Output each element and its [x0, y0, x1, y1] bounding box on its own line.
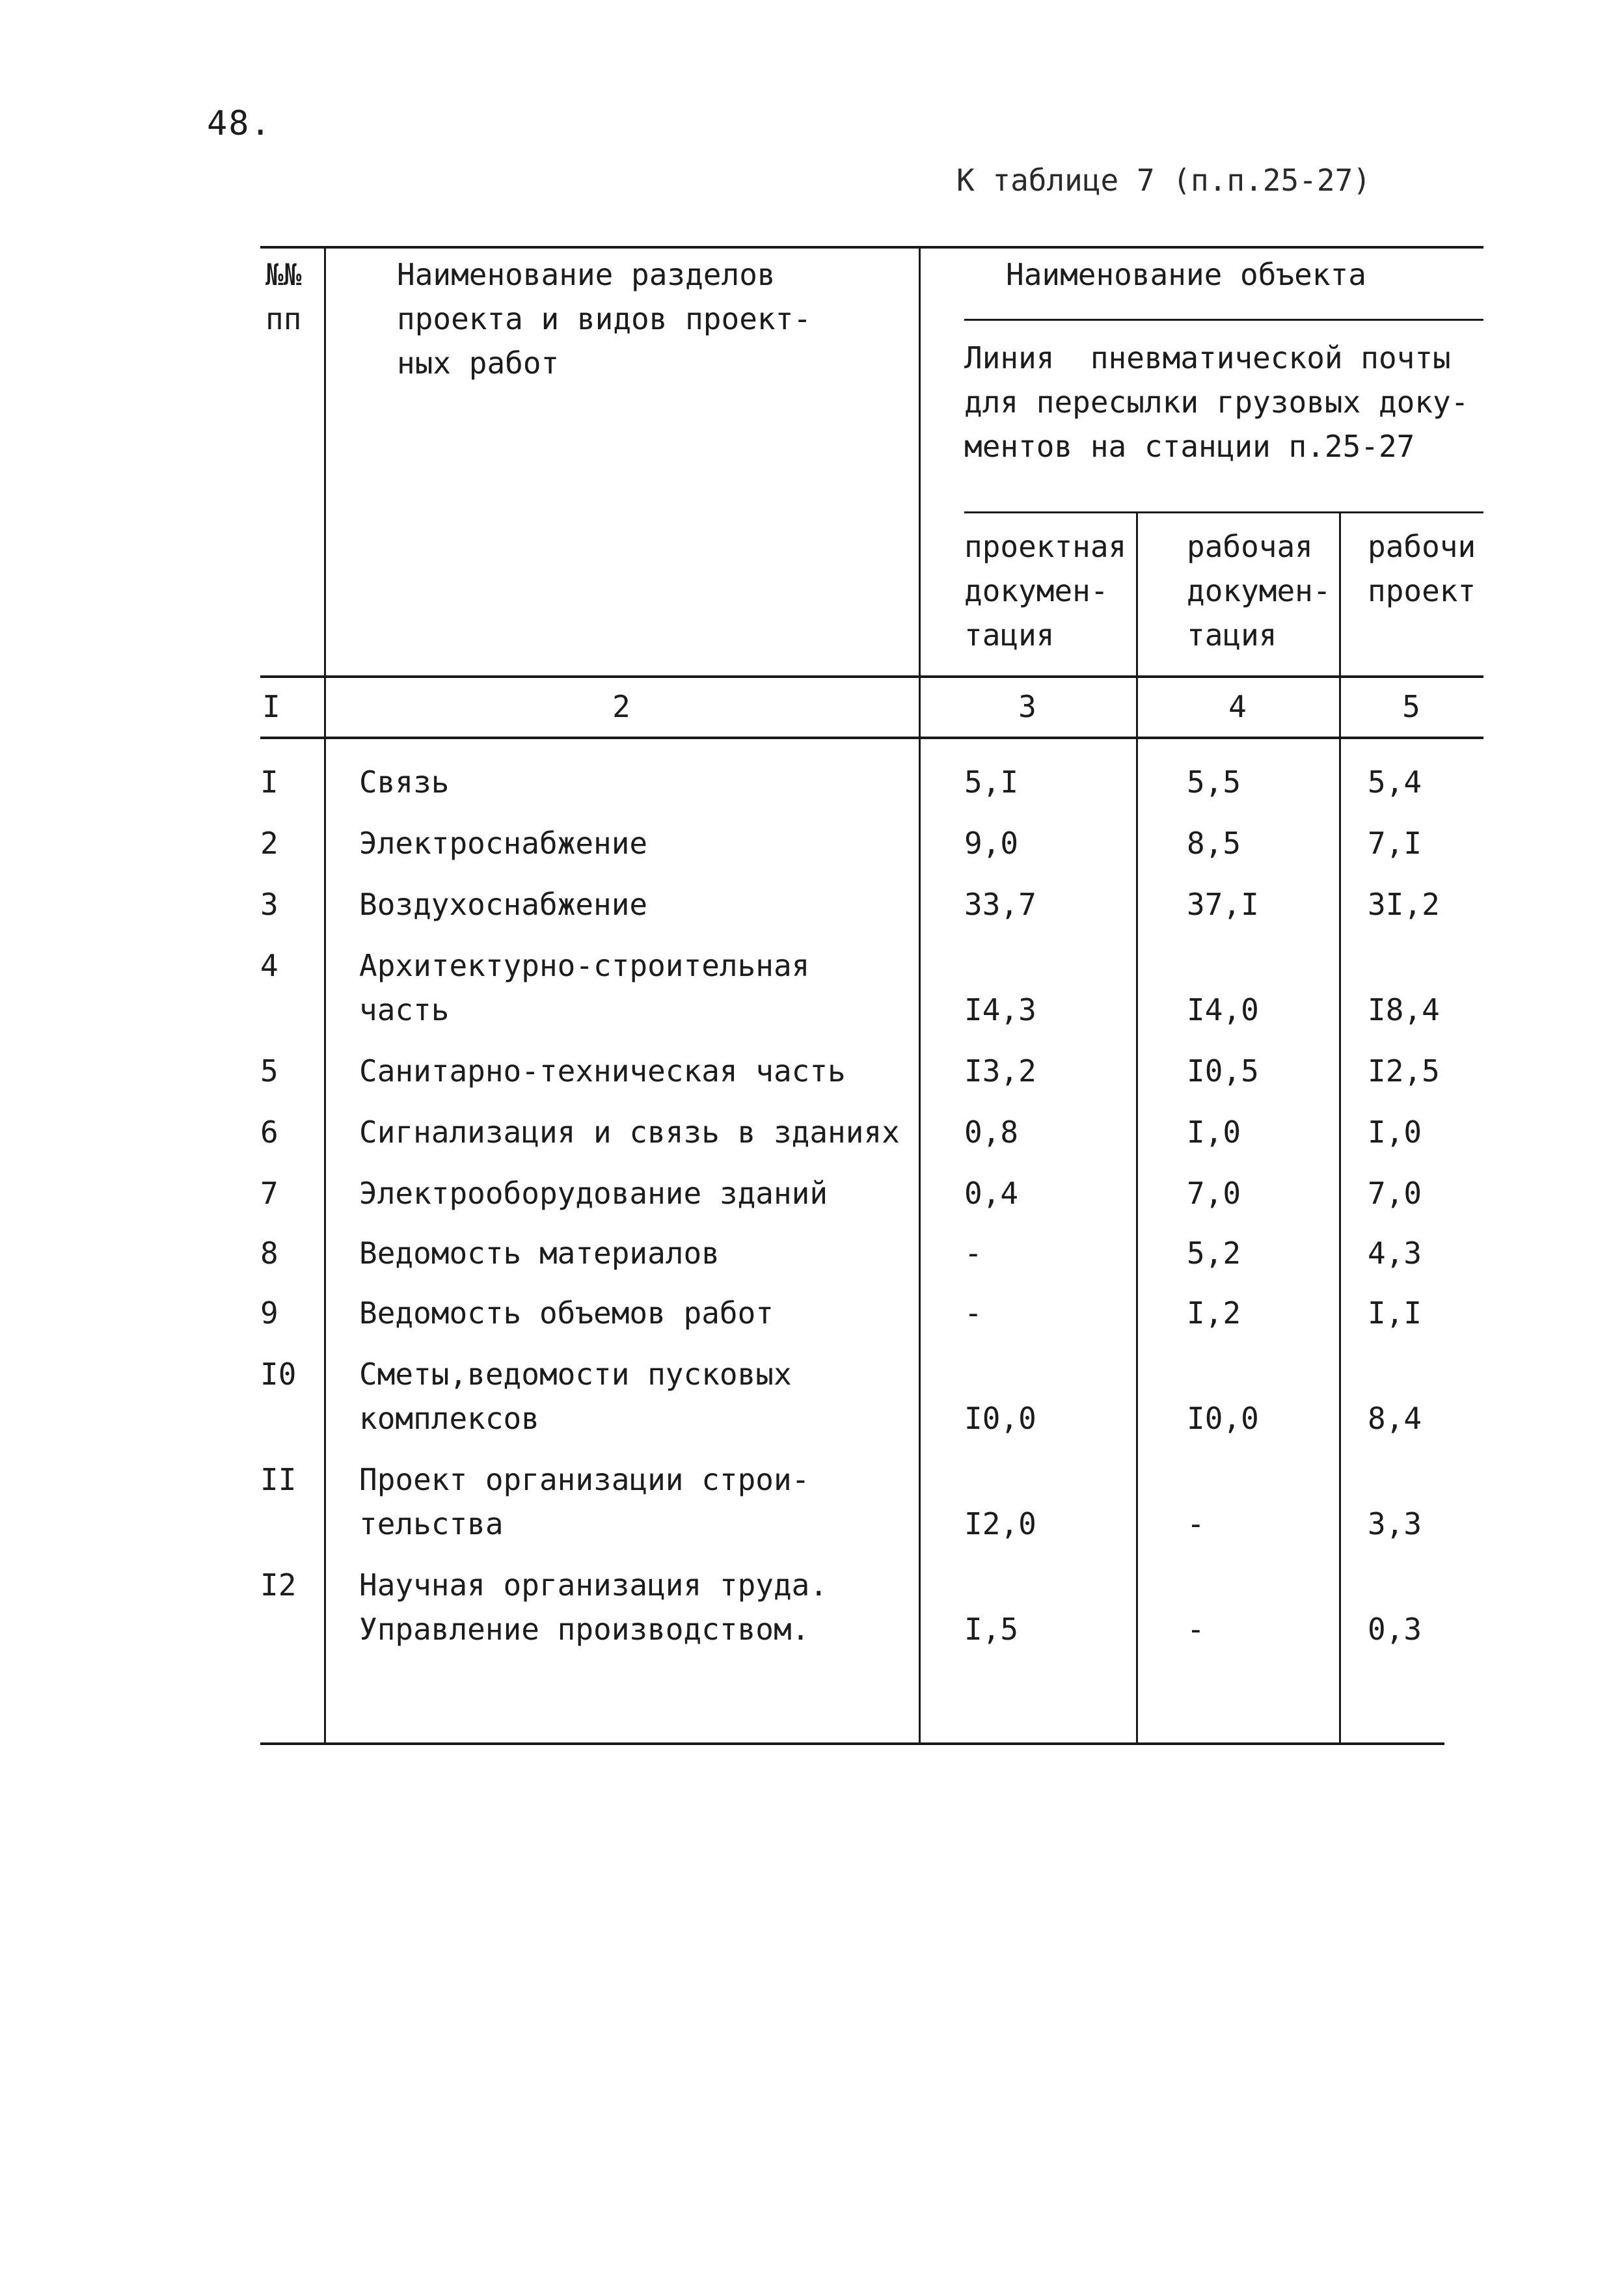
table-top-rule — [260, 246, 1483, 249]
row-value-design-docs: 33,7 — [964, 887, 1036, 922]
table-reference: К таблице 7 (п.п.25-27) — [956, 163, 1371, 198]
row-number: 5 — [260, 1053, 278, 1089]
row-value-design-docs: 5,I — [964, 765, 1019, 800]
table-bottom-rule — [260, 1742, 1444, 1745]
row-value-working-docs: 8,5 — [1187, 826, 1241, 861]
row-number: I — [260, 765, 278, 800]
row-number: I0 — [260, 1357, 297, 1392]
header-col-num: №№ пп — [265, 257, 302, 336]
row-value-working-project: 8,4 — [1368, 1401, 1422, 1436]
row-value-working-project: I2,5 — [1368, 1053, 1440, 1089]
row-value-working-project: I,I — [1368, 1295, 1422, 1331]
row-number: 2 — [260, 826, 278, 861]
col-number-3: 3 — [1018, 689, 1036, 724]
row-value-working-docs: I0,5 — [1187, 1053, 1259, 1089]
row-value-working-project: I8,4 — [1368, 992, 1440, 1027]
row-section-name: Электрооборудование зданий — [359, 1176, 828, 1211]
row-value-design-docs: I0,0 — [964, 1401, 1036, 1436]
data-table — [260, 246, 1483, 1766]
row-value-working-docs: 5,2 — [1187, 1236, 1241, 1271]
row-value-working-docs: I4,0 — [1187, 992, 1259, 1027]
row-value-design-docs: 9,0 — [964, 826, 1019, 861]
page-number: 48. — [207, 104, 272, 143]
col-numbers-bottom-rule — [260, 737, 1483, 739]
header-sub-col-3: проектная докумен- тация — [964, 529, 1127, 653]
row-value-working-docs: I0,0 — [1187, 1401, 1259, 1436]
header-sub-col-4: рабочая докумен- тация — [1187, 529, 1331, 653]
row-section-name: Электроснабжение — [359, 826, 648, 861]
row-number: I2 — [260, 1567, 297, 1603]
row-value-working-project: I,0 — [1368, 1115, 1422, 1150]
row-value-design-docs: 0,4 — [964, 1176, 1019, 1211]
row-number: 6 — [260, 1115, 278, 1150]
object-subheader-rule — [964, 511, 1483, 513]
row-number: 4 — [260, 948, 278, 983]
header-sub-col-5: рабочи проект — [1368, 529, 1476, 608]
row-value-working-project: 5,4 — [1368, 765, 1422, 800]
row-value-working-project: 4,3 — [1368, 1236, 1422, 1271]
col-divider-1 — [324, 246, 326, 1742]
row-section-name: Связь — [359, 765, 450, 800]
header-col-name: Наименование разделов проекта и видов проект- ных работ — [397, 257, 811, 381]
row-number: 8 — [260, 1236, 278, 1271]
col-number-2: 2 — [612, 689, 630, 724]
row-section-name: Санитарно-техническая часть — [359, 1053, 846, 1089]
row-value-design-docs: 0,8 — [964, 1115, 1019, 1150]
header-object-name: Линия пневматической почты для пересылки грузовых доку- ментов на станции п.25-27 — [964, 340, 1469, 464]
row-value-design-docs: I4,3 — [964, 992, 1036, 1027]
header-object-title: Наименование объекта — [1006, 257, 1366, 292]
row-value-design-docs: - — [964, 1236, 982, 1271]
row-section-name: Сметы,ведомости пусковых комплексов — [359, 1357, 792, 1436]
row-value-working-docs: 37,I — [1187, 887, 1259, 922]
row-value-design-docs: - — [964, 1295, 982, 1331]
row-value-working-docs: - — [1187, 1506, 1205, 1541]
row-value-working-docs: I,2 — [1187, 1295, 1241, 1331]
row-section-name: Проект организации строи- тельства — [359, 1462, 810, 1541]
row-value-working-docs: I,0 — [1187, 1115, 1241, 1150]
col-number-1: I — [262, 689, 280, 724]
row-value-working-project: 3,3 — [1368, 1506, 1422, 1541]
row-value-working-docs: - — [1187, 1612, 1205, 1647]
row-value-working-project: 3I,2 — [1368, 887, 1440, 922]
col-divider-2 — [919, 246, 921, 1742]
row-value-design-docs: I3,2 — [964, 1053, 1036, 1089]
row-number: 3 — [260, 887, 278, 922]
col-number-4: 4 — [1228, 689, 1247, 724]
row-section-name: Ведомость материалов — [359, 1236, 720, 1271]
row-value-working-project: 7,0 — [1368, 1176, 1422, 1211]
row-number: 7 — [260, 1176, 278, 1211]
row-value-working-docs: 7,0 — [1187, 1176, 1241, 1211]
object-title-rule — [964, 319, 1483, 321]
row-section-name: Сигнализация и связь в зданиях — [359, 1115, 900, 1150]
row-number: II — [260, 1462, 297, 1497]
col-number-5: 5 — [1402, 689, 1420, 724]
row-section-name: Научная организация труда. Управление производством. — [359, 1567, 828, 1647]
header-bottom-rule — [260, 675, 1483, 678]
row-value-working-docs: 5,5 — [1187, 765, 1241, 800]
row-value-design-docs: I2,0 — [964, 1506, 1036, 1541]
row-section-name: Воздухоснабжение — [359, 887, 648, 922]
row-section-name: Архитектурно-строительная часть — [359, 948, 810, 1027]
row-value-design-docs: I,5 — [964, 1612, 1019, 1647]
row-section-name: Ведомость объемов работ — [359, 1295, 774, 1331]
row-number: 9 — [260, 1295, 278, 1331]
row-value-working-project: 7,I — [1368, 826, 1422, 861]
row-value-working-project: 0,3 — [1368, 1612, 1422, 1647]
